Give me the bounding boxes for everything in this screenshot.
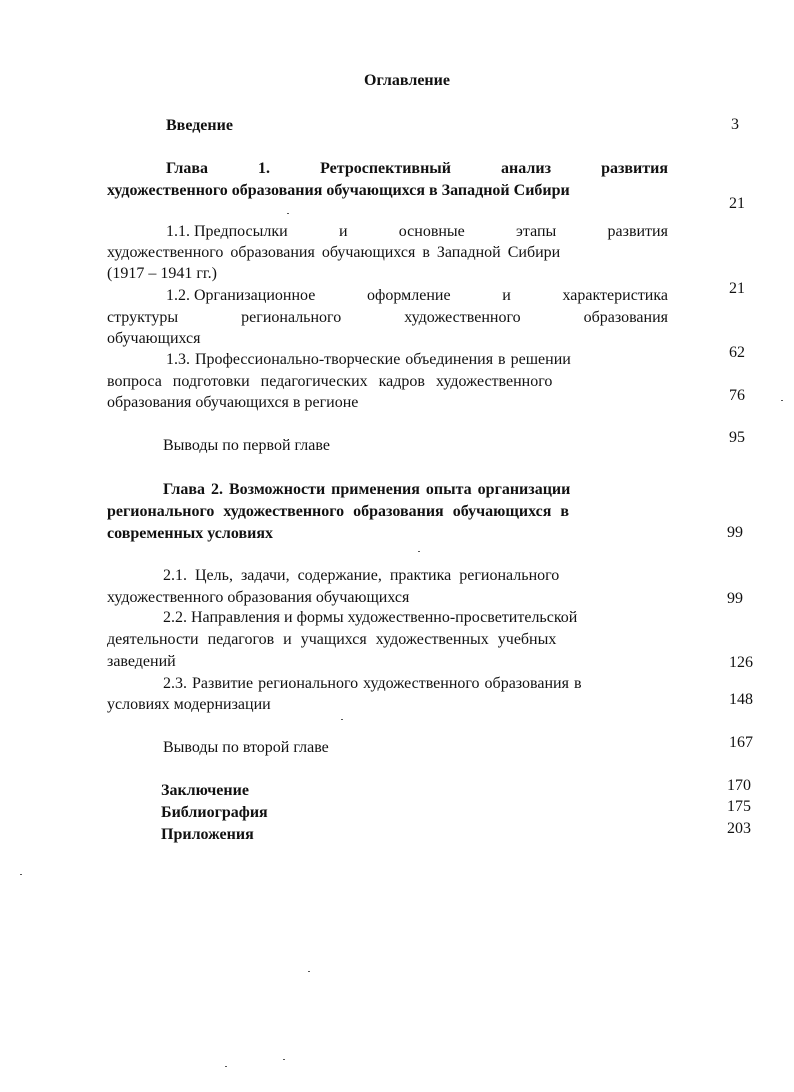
section-1-3-line3: образования обучающихся в регионе	[107, 394, 359, 411]
section-1-2-line3: обучающихся	[107, 330, 201, 347]
toc-entry-bibliography: Библиография	[161, 804, 268, 821]
section-2-2-line1: 2.2. Направления и формы художественно-просветительской	[163, 609, 578, 626]
toc-page-chapter1: 21	[729, 195, 745, 212]
scan-speck	[283, 1059, 285, 1060]
section-2-3-line2: условиях модернизации	[107, 696, 271, 713]
toc-page-section-1-1: 21	[729, 280, 745, 297]
section-1-2-line1	[166, 287, 668, 305]
scan-speck	[341, 719, 343, 720]
toc-page-conclusion: 170	[727, 777, 751, 794]
section-word: основные	[398, 223, 465, 240]
toc-entry-appendices: Приложения	[161, 826, 254, 843]
chapter1-word: Ретроспективный	[320, 160, 451, 177]
section-word: и	[502, 287, 511, 304]
scan-speck	[287, 213, 289, 214]
toc-page-chapter2-conclusion: 167	[729, 734, 753, 751]
chapter2-heading-line3: современных условиях	[107, 525, 273, 542]
scan-speck	[781, 400, 783, 401]
chapter2-heading-line2: регионального художественного образования обучающихся в	[107, 503, 570, 520]
section-word: образования	[583, 309, 668, 326]
page-title: Оглавление	[364, 72, 450, 89]
toc-page-intro: 3	[731, 116, 739, 133]
section-2-2-line2: деятельности педагогов и учащихся художественных учебных	[107, 631, 557, 648]
toc-page-section-1-3: 76	[729, 387, 745, 404]
section-2-1-line1: 2.1. Цель, задачи, содержание, практика регионального	[163, 567, 560, 584]
chapter1-heading-line2: художественного образования обучающихся в Западной Сибири	[107, 182, 570, 199]
section-word: этапы	[516, 223, 557, 240]
chapter2-heading-line1: Глава 2. Возможности применения опыта организации	[163, 481, 571, 498]
section-1-1-line3: (1917 – 1941 гг.)	[107, 265, 217, 282]
scan-speck	[20, 874, 22, 875]
section-word: художественного	[404, 309, 521, 326]
chapter1-word: развития	[601, 160, 668, 177]
toc-page-section-2-2: 126	[729, 654, 753, 671]
chapter1-word: анализ	[501, 160, 552, 177]
scan-speck	[308, 971, 310, 972]
section-1-3-line1: 1.3. Профессионально-творческие объединения в решении	[166, 351, 571, 368]
section-2-2-line3: заведений	[107, 653, 176, 670]
section-word: структуры	[107, 309, 179, 326]
section-word: регионального	[241, 309, 342, 326]
toc-page-section-2-3: 148	[729, 691, 753, 708]
section-word: оформление	[367, 287, 451, 304]
scan-speck	[418, 551, 420, 552]
section-1-1-line1	[166, 223, 668, 241]
section-word: и	[338, 223, 348, 240]
toc-page-appendices: 203	[727, 820, 751, 837]
chapter1-heading-line1	[166, 160, 668, 178]
toc-page-section-1-2: 62	[729, 344, 745, 361]
scan-speck	[225, 1066, 227, 1067]
chapter2-conclusion: Выводы по второй главе	[163, 739, 329, 756]
section-word: характеристика	[562, 287, 668, 304]
toc-page-chapter2: 99	[727, 524, 743, 541]
section-1-3-line2: вопроса подготовки педагогических кадров художественного	[107, 373, 553, 390]
section-2-3-line1: 2.3. Развитие регионального художественного образования в	[163, 675, 582, 692]
section-2-1-line2: художественного образования обучающихся	[107, 589, 410, 606]
toc-entry-conclusion: Заключение	[161, 782, 249, 799]
section-1-1-line2: художественного образования обучающихся в Западной Сибири	[107, 244, 561, 261]
section-word: 1.2. Организационное	[166, 287, 316, 304]
section-word: 1.1. Предпосылки	[166, 223, 288, 240]
section-word: развития	[607, 223, 668, 240]
chapter1-word: 1.	[258, 160, 271, 177]
toc-page-chapter1-conclusion: 95	[729, 429, 745, 446]
toc-page-bibliography: 175	[727, 798, 751, 815]
chapter1-word: Глава	[166, 160, 208, 177]
toc-entry-intro: Введение	[166, 117, 233, 134]
section-1-2-line2	[107, 309, 668, 327]
toc-page-section-2-1: 99	[727, 590, 743, 607]
chapter1-conclusion: Выводы по первой главе	[163, 437, 330, 454]
